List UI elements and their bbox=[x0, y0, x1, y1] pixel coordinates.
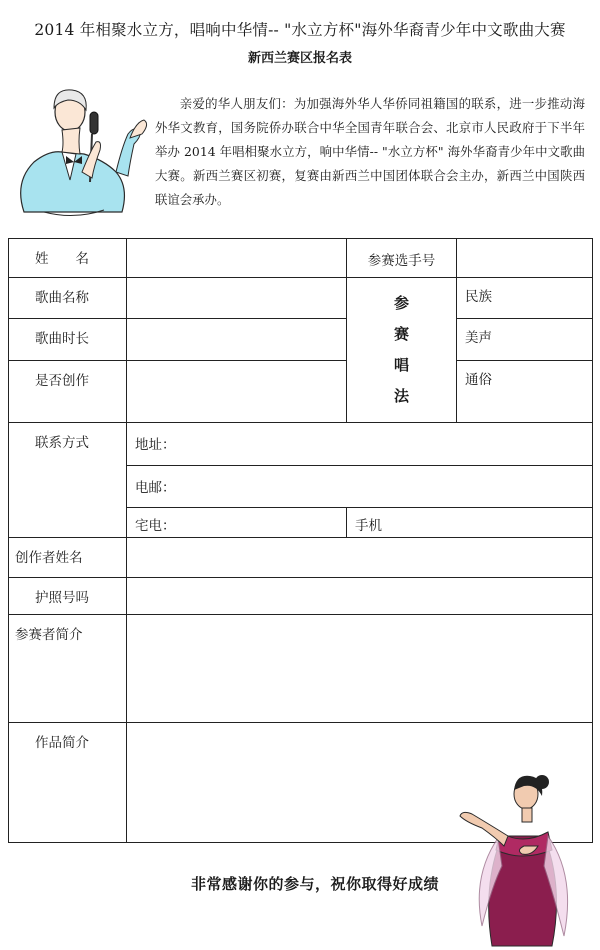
thanks-message: 非常感谢你的参与，祝你取得好成绩 bbox=[190, 875, 439, 893]
page-subtitle: 新西兰赛区报名表 bbox=[247, 51, 352, 66]
style-option-pop[interactable]: 通俗 bbox=[457, 361, 593, 423]
work-intro-label: 作品简介 bbox=[9, 723, 127, 843]
email-field[interactable]: 电邮： bbox=[127, 466, 593, 508]
song-name-field[interactable] bbox=[127, 278, 347, 319]
song-duration-label: 歌曲时长 bbox=[9, 319, 127, 361]
contestant-number-label: 参赛选手号 bbox=[347, 239, 457, 278]
address-field[interactable]: 地址： bbox=[127, 423, 593, 466]
contestant-bio-field[interactable] bbox=[127, 615, 593, 723]
intro-paragraph: 亲爱的华人朋友们：为加强海外华人华侨同祖籍国的联系，进一步推动海外华文教育，国务院侨办联合中华全国青年联合会、北京市人民政府于下半年举办 2014 年唱相聚水立方，响中华情-- "水立方杯" 海外华裔青少年中文歌曲大赛。新西兰赛区初赛，复赛由新西兰中国团体联合会主办，新西兰中国陕西联谊会承办。 bbox=[155, 96, 585, 207]
name-label: 姓 名 bbox=[9, 239, 127, 278]
composer-name-field[interactable] bbox=[127, 538, 593, 578]
home-phone-field[interactable]: 宅电： bbox=[127, 508, 347, 538]
female-singer-illustration bbox=[452, 766, 582, 948]
passport-number-label: 护照号吗 bbox=[9, 578, 127, 615]
page-title: 2014 年相聚水立方，唱响中华情-- "水立方杯"海外华裔青少年中文歌曲大赛 bbox=[34, 21, 566, 39]
contestant-number-field[interactable] bbox=[457, 239, 593, 278]
passport-number-field[interactable] bbox=[127, 578, 593, 615]
original-work-label: 是否创作 bbox=[9, 361, 127, 423]
contestant-bio-label: 参赛者简介 bbox=[9, 615, 127, 723]
composer-name-label: 创作者姓名 bbox=[9, 538, 127, 578]
song-duration-field[interactable] bbox=[127, 319, 347, 361]
style-option-bel-canto[interactable]: 美声 bbox=[457, 319, 593, 361]
male-singer-illustration bbox=[4, 72, 154, 222]
singing-style-label: 参 赛 唱 法 bbox=[347, 278, 457, 423]
contact-label: 联系方式 bbox=[9, 423, 127, 538]
song-name-label: 歌曲名称 bbox=[9, 278, 127, 319]
style-option-ethnic[interactable]: 民族 bbox=[457, 278, 593, 319]
name-field[interactable] bbox=[127, 239, 347, 278]
original-work-field[interactable] bbox=[127, 361, 347, 423]
registration-form bbox=[8, 238, 593, 843]
mobile-field[interactable]: 手机 bbox=[347, 508, 593, 538]
